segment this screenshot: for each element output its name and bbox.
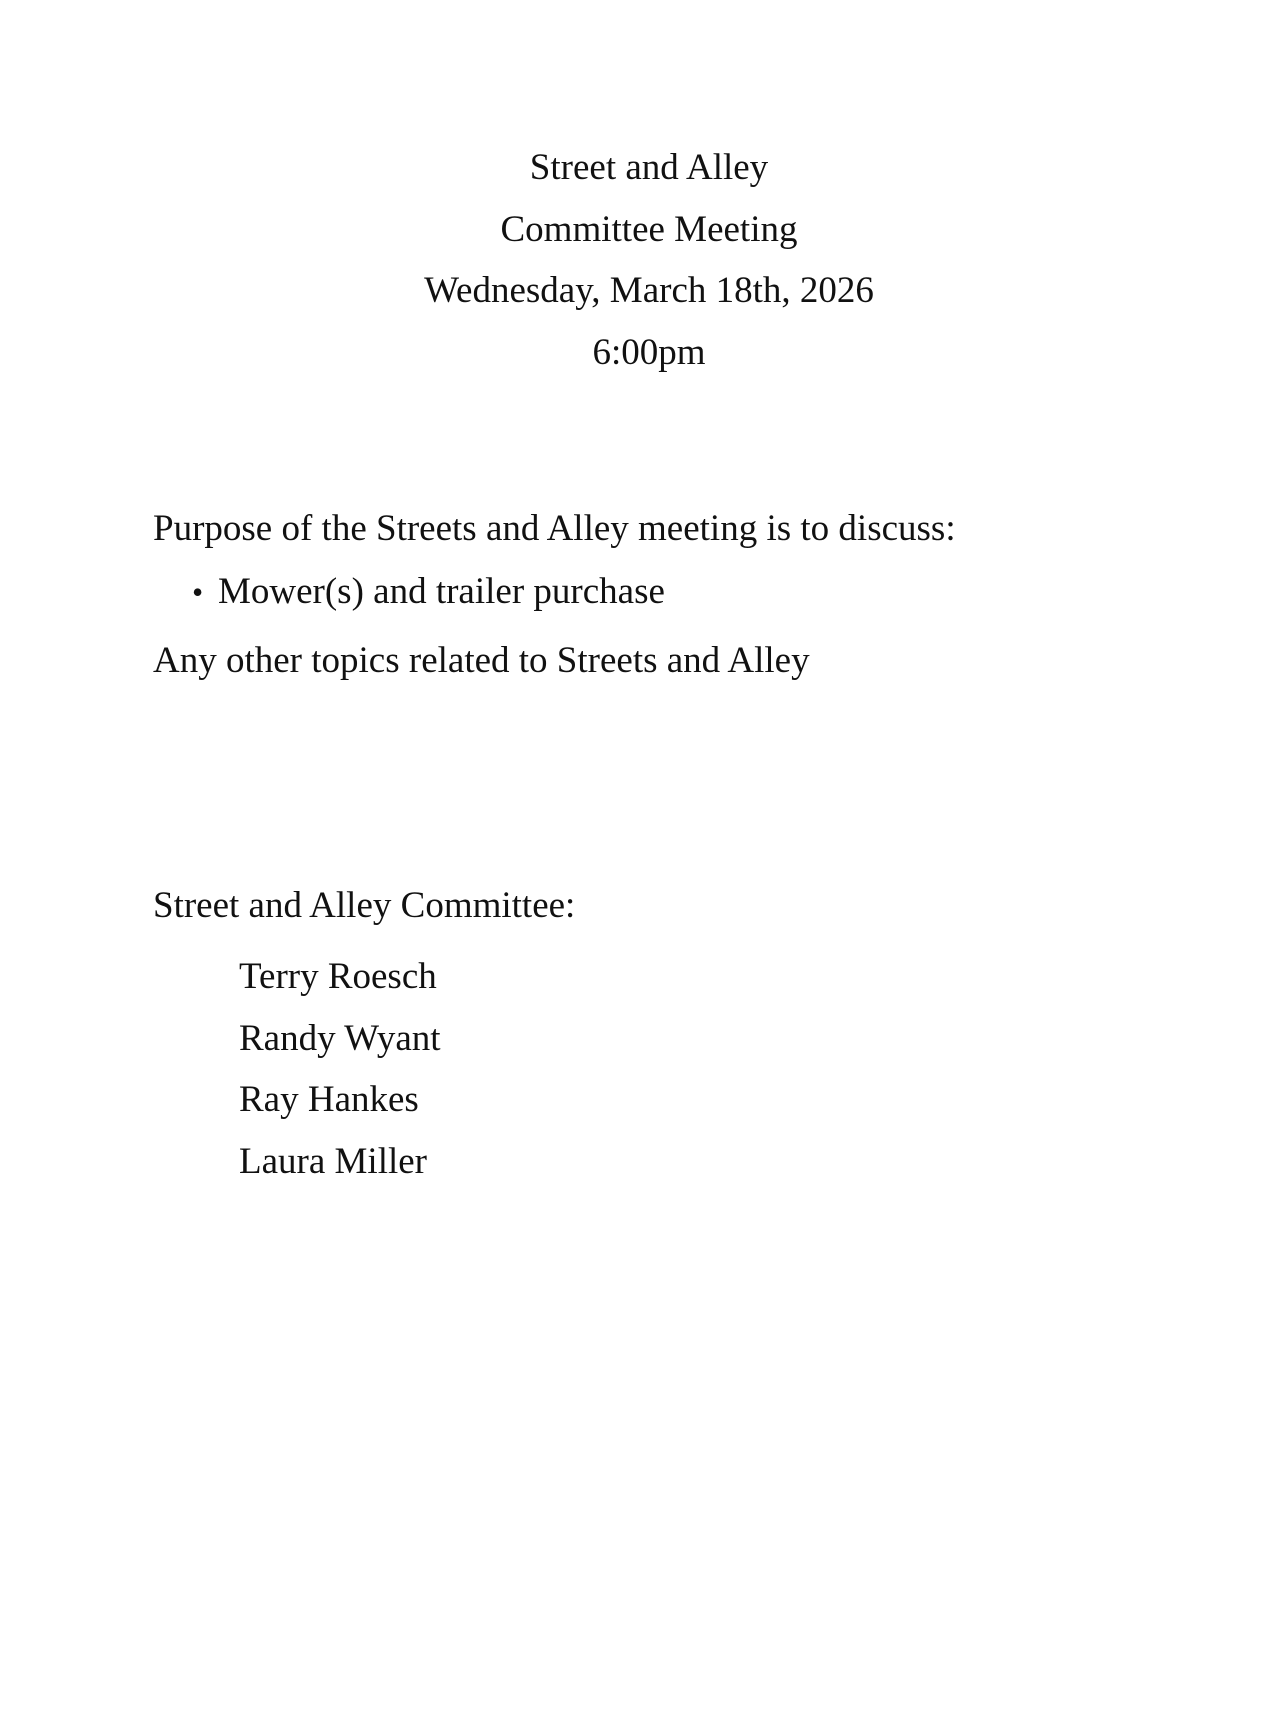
committee-members: [239, 946, 441, 1192]
committee-member: Randy Wyant: [239, 1017, 441, 1059]
meeting-date: Wednesday, March 18th, 2026: [424, 270, 874, 311]
purpose-closing: Any other topics related to Streets and Alley: [153, 640, 810, 681]
agenda-item: [192, 570, 665, 614]
bullet-icon: •: [192, 574, 204, 610]
header-title: Street and Alley: [529, 147, 769, 188]
header-subtitle: Committee Meeting: [500, 208, 798, 250]
committee-heading: Street and Alley Committee:: [153, 885, 576, 926]
meeting-header: [0, 137, 1284, 383]
meeting-time: 6:00pm: [592, 331, 706, 373]
committee-member: Laura Miller: [239, 1140, 427, 1182]
agenda-item-text: Mower(s) and trailer purchase: [218, 571, 665, 612]
committee-member: Ray Hankes: [239, 1079, 419, 1120]
purpose-intro: Purpose of the Streets and Alley meeting is to discuss:: [153, 508, 956, 549]
committee-member: Terry Roesch: [239, 956, 437, 997]
